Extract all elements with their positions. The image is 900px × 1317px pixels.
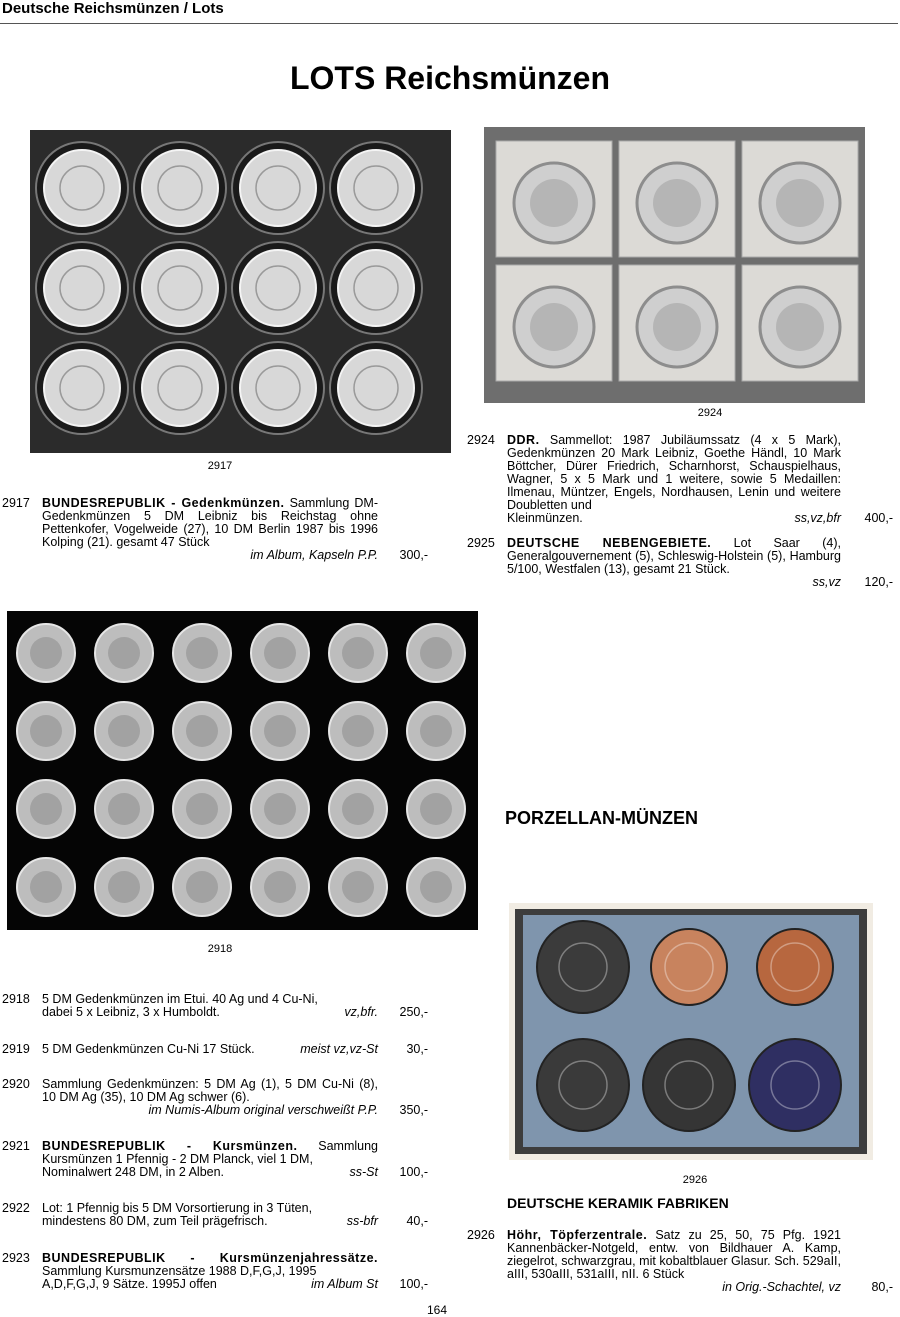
silver-coin (338, 150, 414, 226)
lot-title: Höhr, Töpferzentrale. (507, 1228, 648, 1242)
lot-number: 2919 (2, 1042, 30, 1056)
lot-number: 2926 (467, 1228, 495, 1242)
coin-motif (30, 715, 62, 747)
lot-grade: ss-St (349, 1165, 378, 1179)
silver-coin (44, 350, 120, 426)
lot-grade: im Numis-Album original verschweißt P.P. (148, 1103, 378, 1117)
lot-grade: vz,bfr. (344, 1005, 378, 1019)
porcelain-box-2926 (509, 903, 873, 1160)
lot-price: 120,- (864, 575, 893, 589)
lot-number: 2925 (467, 536, 495, 550)
lot-text: 5 DM Gedenkmünzen Cu-Ni 17 Stück. (42, 1042, 255, 1056)
medal-portrait (776, 179, 824, 227)
coin-motif (420, 793, 452, 825)
coin-photo-2918 (7, 611, 478, 930)
lot-text: Lot: 1 Pfennig bis 5 DM Vorsortierung in 3 Tüten, (42, 1201, 313, 1215)
lot-text-last: A,D,F,G,J, 9 Sätze. 1995J offen (42, 1277, 217, 1291)
medal-portrait (653, 179, 701, 227)
coin-motif (420, 637, 452, 669)
silver-coin (44, 250, 120, 326)
lot-2922 (2, 1202, 430, 1232)
coin-motif (186, 637, 218, 669)
medal-photo-2924 (484, 127, 865, 403)
coin-motif (108, 871, 140, 903)
lot-text: 5 DM Gedenkmünzen im Etui. 40 Ag und 4 Cu-Ni, (42, 992, 318, 1006)
lot-text-last: Nominalwert 248 DM, in 2 Alben. (42, 1165, 225, 1179)
silver-coin (142, 350, 218, 426)
lot-2925 (467, 537, 895, 597)
lot-price: 100,- (399, 1165, 428, 1179)
lot-2921 (2, 1140, 430, 1182)
lot-number: 2922 (2, 1201, 30, 1215)
section-porzellan-title: PORZELLAN-MÜNZEN (505, 808, 698, 828)
lot-grade: meist vz,vz-St (300, 1042, 378, 1056)
coin-motif (420, 715, 452, 747)
coin-motif (108, 637, 140, 669)
lot-2920 (2, 1078, 430, 1120)
silver-coin (142, 150, 218, 226)
silver-coin (338, 350, 414, 426)
lot-grade: ss,vz,bfr (794, 511, 841, 525)
coin-motif (30, 871, 62, 903)
caption-2926: 2926 (682, 1174, 708, 1186)
coin-motif (342, 793, 374, 825)
lot-price: 30,- (406, 1042, 428, 1056)
lot-2918 (2, 993, 430, 1023)
coin-motif (264, 871, 296, 903)
lot-text: Satz zu 25, 50, 75 Pfg. 1921 Kannenbäcker-Notgeld, entw. von Bildhauer A. Kamp, ziegelrot, schwarzgrau, mit kobaltblauer Glasur. Sch. 529aII, aIII, 530aIII, 531aIII, nII. 6 Stück (507, 1228, 841, 1281)
coin-motif (108, 793, 140, 825)
silver-coin (44, 150, 120, 226)
porcelain-coin (757, 929, 833, 1005)
lot-text: Lot Saar (4), Generalgouvernement (5), Schleswig-Holstein (5), Hamburg 5/100, Westfalen (13), gesamt 21 Stück. (507, 536, 841, 576)
lot-grade: im Album, Kapseln P.P. (250, 548, 378, 562)
lot-title: BUNDESREPUBLIK - Gedenkmünzen. (42, 496, 285, 510)
coin-motif (342, 715, 374, 747)
silver-coin (240, 150, 316, 226)
lot-text: Sammellot: 1987 Jubiläumssatz (4 x 5 Mark), Gedenkmünzen 20 Mark Leibniz, Goethe Händl, 10 Mark Böttcher, Dürer Friedrich, Scharnhorst, Schauspielhaus, Wagner, 5 x 5 Mark und 1 weitere, sowie 5 Medaillen: Ilmenau, Müntzer, Engels, Nordhausen, Lenin und weitere Doubletten und (507, 433, 841, 512)
coin-motif (264, 793, 296, 825)
lot-2923 (2, 1252, 430, 1294)
lot-price: 350,- (399, 1103, 428, 1117)
lot-price: 80,- (871, 1280, 893, 1294)
porcelain-coin (651, 929, 727, 1005)
lot-number: 2923 (2, 1251, 30, 1265)
lot-title: BUNDESREPUBLIK - Kursmünzen. (42, 1139, 298, 1153)
lot-title: DEUTSCHE NEBENGEBIETE. (507, 536, 712, 550)
porcelain-photo-2926 (509, 903, 873, 1160)
coin-motif (342, 637, 374, 669)
caption-2917: 2917 (207, 460, 233, 472)
header-rule (0, 23, 898, 24)
medal-portrait (776, 303, 824, 351)
medal-portrait (530, 179, 578, 227)
lot-number: 2918 (2, 992, 30, 1006)
silver-coin (240, 250, 316, 326)
lot-text: Sammlung Kursmunzensätze 1988 D,F,G,J, 1995 (42, 1264, 317, 1278)
lot-title: BUNDESREPUBLIK - Kursmünzenjahressätze. (42, 1251, 378, 1265)
medal-portrait (653, 303, 701, 351)
running-head: Deutsche Reichsmünzen / Lots (2, 0, 224, 17)
medal-holders-2924 (484, 127, 865, 403)
porcelain-coin (537, 1039, 629, 1131)
lot-2926 (467, 1229, 895, 1299)
coin-motif (420, 871, 452, 903)
lot-text-last: Kleinmünzen. (507, 511, 583, 525)
silver-coin (142, 250, 218, 326)
lot-text: Sammlung DM-Gedenkmünzen 5 DM Leibniz bis Reichstag ohne Pettenkofer, Vogelweide (27), 10 DM Berlin 1987 bis 1996 Kolping (21). gesamt 47 Stück (42, 496, 378, 549)
coin-motif (342, 871, 374, 903)
coin-motif (186, 793, 218, 825)
coin-motif (186, 715, 218, 747)
coin-grid-2917 (30, 130, 451, 453)
lot-price: 100,- (399, 1277, 428, 1291)
lot-number: 2921 (2, 1139, 30, 1153)
silver-coin (338, 250, 414, 326)
porcelain-coin (749, 1039, 841, 1131)
lot-text-last: dabei 5 x Leibniz, 3 x Humboldt. (42, 1005, 220, 1019)
coin-motif (264, 637, 296, 669)
page-number: 164 (426, 1303, 448, 1317)
caption-2924: 2924 (697, 407, 723, 419)
lot-grade: in Orig.-Schachtel, vz (722, 1280, 841, 1294)
lot-text: Sammlung Gedenkmünzen: 5 DM Ag (1), 5 DM Cu-Ni (8), 10 DM Ag (35), 10 DM Ag schwer (6). (42, 1077, 378, 1104)
coin-motif (108, 715, 140, 747)
porcelain-coin (537, 921, 629, 1013)
lot-number: 2924 (467, 433, 495, 447)
silver-coin (240, 350, 316, 426)
lot-number: 2920 (2, 1077, 30, 1091)
lot-price: 300,- (399, 548, 428, 562)
lot-grade: ss-bfr (346, 1214, 378, 1228)
medal-portrait (530, 303, 578, 351)
coin-tray-2918 (7, 611, 478, 930)
lot-text-last: mindestens 80 DM, zum Teil prägefrisch. (42, 1214, 268, 1228)
lot-title: DDR. (507, 433, 540, 447)
lot-number: 2917 (2, 496, 30, 510)
lot-grade: ss,vz (812, 575, 841, 589)
section-keramik-title: DEUTSCHE KERAMIK FABRIKEN (507, 1195, 729, 1211)
lot-2917 (2, 497, 430, 565)
lot-grade: im Album St (311, 1277, 378, 1291)
coin-motif (186, 871, 218, 903)
porcelain-coin (643, 1039, 735, 1131)
page-title: LOTS Reichsmünzen (289, 60, 611, 96)
caption-2918: 2918 (207, 943, 233, 955)
lot-price: 400,- (864, 511, 893, 525)
lot-text: Sammlung Kursmünzen 1 Pfennig - 2 DM Planck, viel 1 DM, (42, 1139, 378, 1166)
lot-2924 (467, 434, 895, 534)
lot-price: 40,- (406, 1214, 428, 1228)
coin-photo-2917 (30, 130, 451, 453)
coin-motif (30, 637, 62, 669)
coin-motif (30, 793, 62, 825)
coin-motif (264, 715, 296, 747)
lot-price: 250,- (399, 1005, 428, 1019)
lot-2919 (2, 1043, 430, 1059)
